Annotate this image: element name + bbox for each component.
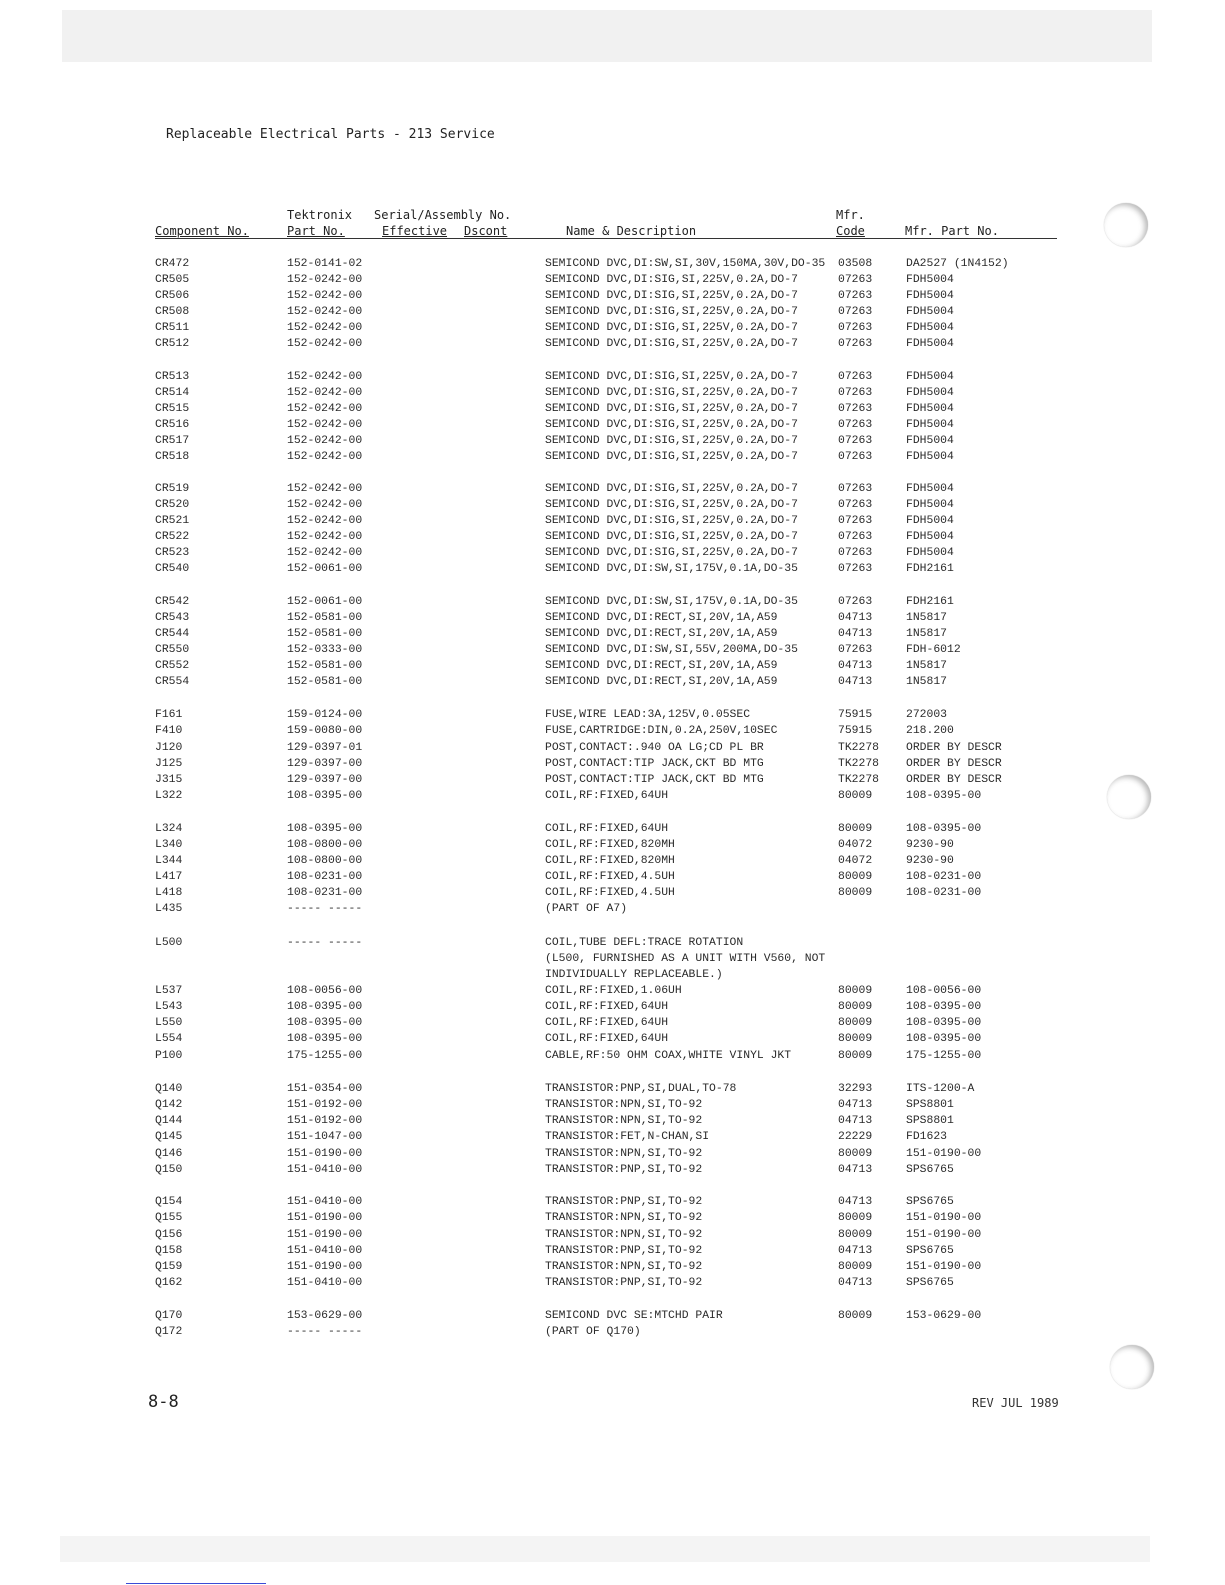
component-no-cell: L435: [155, 903, 183, 915]
mfr-code-cell: 80009: [838, 823, 873, 835]
part-no-cell: 151-0354-00: [287, 1083, 363, 1095]
mfr-code-cell: 04713: [838, 612, 873, 624]
part-no-cell: ----- -----: [287, 1326, 363, 1338]
part-no-cell: 152-0242-00: [287, 547, 363, 559]
description-cell: TRANSISTOR:PNP,SI,TO-92: [545, 1196, 703, 1208]
mfr-code-cell: 04072: [838, 855, 873, 867]
part-no-cell: 108-0231-00: [287, 887, 363, 899]
description-cell: SEMICOND DVC,DI:SW,SI,175V,0.1A,DO-35: [545, 563, 798, 575]
part-no-cell: 152-0242-00: [287, 515, 363, 527]
description-cell: SEMICOND DVC,DI:SW,SI,55V,200MA,DO-35: [545, 644, 798, 656]
part-no-cell: 151-0410-00: [287, 1196, 363, 1208]
component-no-cell: CR512: [155, 338, 190, 350]
description-cell: SEMICOND DVC,DI:SIG,SI,225V,0.2A,DO-7: [545, 387, 798, 399]
part-no-cell: 151-0190-00: [287, 1148, 363, 1160]
mfr-part-no-cell: FDH5004: [906, 515, 954, 527]
part-no-cell: 129-0397-01: [287, 742, 363, 754]
page-title: Replaceable Electrical Parts - 213 Service: [166, 127, 495, 142]
mfr-code-cell: 80009: [838, 1148, 873, 1160]
tektronix-header: Tektronix: [287, 208, 353, 222]
component-no-cell: Q142: [155, 1099, 183, 1111]
part-no-cell: 152-0242-00: [287, 419, 363, 431]
part-no-cell: 152-0242-00: [287, 531, 363, 543]
mfr-code-cell: 07263: [838, 515, 873, 527]
component-no-cell: L417: [155, 871, 183, 883]
component-no-cell: CR550: [155, 644, 190, 656]
serial-assembly-header: Serial/Assembly No.: [374, 208, 512, 222]
mfr-part-no-cell: FDH5004: [906, 483, 954, 495]
component-no-cell: CR552: [155, 660, 190, 672]
component-no-cell: CR514: [155, 387, 190, 399]
description-cell: SEMICOND DVC,DI:SIG,SI,225V,0.2A,DO-7: [545, 322, 798, 334]
component-no-cell: L324: [155, 823, 183, 835]
component-no-cell: P100: [155, 1050, 183, 1062]
mfr-part-no-cell: FDH5004: [906, 531, 954, 543]
description-cell: TRANSISTOR:PNP,SI,TO-92: [545, 1277, 703, 1289]
part-no-cell: 152-0242-00: [287, 387, 363, 399]
mfr-part-no-header: Mfr. Part No.: [905, 224, 999, 238]
part-no-cell: 152-0581-00: [287, 612, 363, 624]
part-no-cell: 152-0061-00: [287, 596, 363, 608]
component-no-cell: L554: [155, 1033, 183, 1045]
part-no-cell: 152-0141-02: [287, 258, 363, 270]
component-no-cell: L537: [155, 985, 183, 997]
part-no-cell: 108-0056-00: [287, 985, 363, 997]
mfr-code-cell: 80009: [838, 1212, 873, 1224]
mfr-part-no-cell: FDH5004: [906, 419, 954, 431]
description-cell: SEMICOND DVC,DI:SIG,SI,225V,0.2A,DO-7: [545, 419, 798, 431]
component-no-cell: Q156: [155, 1229, 183, 1241]
mfr-part-no-cell: ORDER BY DESCR: [906, 758, 1002, 770]
description-cell: SEMICOND DVC,DI:SIG,SI,225V,0.2A,DO-7: [545, 483, 798, 495]
description-cell: SEMICOND DVC,DI:SIG,SI,225V,0.2A,DO-7: [545, 371, 798, 383]
binder-hole-top: [1104, 203, 1148, 247]
part-no-cell: 151-0192-00: [287, 1099, 363, 1111]
component-no-cell: CR522: [155, 531, 190, 543]
component-no-cell: L418: [155, 887, 183, 899]
component-no-cell: F161: [155, 709, 183, 721]
mfr-code-cell: 80009: [838, 1001, 873, 1013]
part-no-cell: 152-0242-00: [287, 322, 363, 334]
description-cell: SEMICOND DVC,DI:SW,SI,175V,0.1A,DO-35: [545, 596, 798, 608]
part-no-cell: 151-1047-00: [287, 1131, 363, 1143]
description-cell: COIL,RF:FIXED,64UH: [545, 1001, 669, 1013]
component-no-cell: Q145: [155, 1131, 183, 1143]
description-cell: POST,CONTACT:TIP JACK,CKT BD MTG: [545, 774, 764, 786]
description-cell: TRANSISTOR:FET,N-CHAN,SI: [545, 1131, 710, 1143]
component-no-cell: CR520: [155, 499, 190, 511]
component-no-cell: CR511: [155, 322, 190, 334]
mfr-code-cell: 04713: [838, 1277, 873, 1289]
component-no-cell: Q172: [155, 1326, 183, 1338]
part-no-cell: 151-0190-00: [287, 1261, 363, 1273]
part-no-cell: ----- -----: [287, 903, 363, 915]
description-cell: TRANSISTOR:PNP,SI,DUAL,TO-78: [545, 1083, 737, 1095]
mfr-part-no-cell: 108-0395-00: [906, 1001, 982, 1013]
mfr-part-no-cell: 151-0190-00: [906, 1261, 982, 1273]
component-no-cell: L550: [155, 1017, 183, 1029]
part-no-cell: 151-0410-00: [287, 1164, 363, 1176]
mfr-code-cell: 07263: [838, 483, 873, 495]
mfr-code-cell: TK2278: [838, 758, 880, 770]
description-cell: SEMICOND DVC,DI:SIG,SI,225V,0.2A,DO-7: [545, 306, 798, 318]
component-no-cell: L344: [155, 855, 183, 867]
component-no-cell: Q146: [155, 1148, 183, 1160]
mfr-part-no-cell: FDH5004: [906, 547, 954, 559]
part-no-header: Part No.: [287, 224, 345, 238]
component-no-cell: Q144: [155, 1115, 183, 1127]
description-cell: COIL,RF:FIXED,4.5UH: [545, 887, 675, 899]
mfr-code-cell: 07263: [838, 499, 873, 511]
part-no-cell: 152-0242-00: [287, 403, 363, 415]
description-cell: TRANSISTOR:NPN,SI,TO-92: [545, 1099, 703, 1111]
component-no-cell: CR540: [155, 563, 190, 575]
mfr-code-cell: 07263: [838, 387, 873, 399]
mfr-code-cell: 07263: [838, 322, 873, 334]
description-cell: TRANSISTOR:NPN,SI,TO-92: [545, 1212, 703, 1224]
part-no-cell: 152-0242-00: [287, 306, 363, 318]
mfr-code-cell: 07263: [838, 531, 873, 543]
scan-bottom-band: [60, 1536, 1150, 1562]
description-cell: POST,CONTACT:.940 OA LG;CD PL BR: [545, 742, 764, 754]
mfr-part-no-cell: 108-0395-00: [906, 1033, 982, 1045]
mfr-code-cell: 07263: [838, 451, 873, 463]
description-cell: SEMICOND DVC,DI:SIG,SI,225V,0.2A,DO-7: [545, 290, 798, 302]
mfr-part-no-cell: SPS6765: [906, 1164, 954, 1176]
mfr-code-cell: 07263: [838, 338, 873, 350]
mfr-code-cell: 04713: [838, 676, 873, 688]
description-cell: SEMICOND DVC,DI:SIG,SI,225V,0.2A,DO-7: [545, 403, 798, 415]
mfr-code-cell: 04713: [838, 1196, 873, 1208]
description-cell: (PART OF Q170): [545, 1326, 641, 1338]
component-no-cell: CR472: [155, 258, 190, 270]
part-no-cell: 152-0242-00: [287, 338, 363, 350]
mfr-part-no-cell: FDH2161: [906, 596, 954, 608]
mfr-code-cell: 75915: [838, 725, 873, 737]
revision-date: REV JUL 1989: [972, 1396, 1059, 1410]
mfr-part-no-cell: 108-0395-00: [906, 790, 982, 802]
component-no-cell: J315: [155, 774, 183, 786]
part-no-cell: 152-0242-00: [287, 451, 363, 463]
name-description-header: Name & Description: [566, 224, 697, 238]
description-cell: COIL,RF:FIXED,64UH: [545, 790, 669, 802]
mfr-part-no-cell: FDH5004: [906, 371, 954, 383]
mfr-code-cell: 04713: [838, 1164, 873, 1176]
mfr-part-no-cell: 9230-90: [906, 839, 954, 851]
binder-hole-bottom: [1110, 1345, 1154, 1389]
description-cell: SEMICOND DVC,DI:SIG,SI,225V,0.2A,DO-7: [545, 531, 798, 543]
mfr-part-no-cell: 108-0056-00: [906, 985, 982, 997]
component-no-cell: Q140: [155, 1083, 183, 1095]
component-no-cell: L340: [155, 839, 183, 851]
component-no-cell: CR513: [155, 371, 190, 383]
description-cell: TRANSISTOR:PNP,SI,TO-92: [545, 1245, 703, 1257]
mfr-code-cell: 75915: [838, 709, 873, 721]
component-no-cell: CR523: [155, 547, 190, 559]
effective-header: Effective: [382, 224, 448, 238]
mfr-code-cell: 80009: [838, 790, 873, 802]
mfr-code-cell: 80009: [838, 1229, 873, 1241]
description-cell: SEMICOND DVC,DI:SW,SI,30V,150MA,30V,DO-35: [545, 258, 826, 270]
description-cell: (L500, FURNISHED AS A UNIT WITH V560, NOT: [545, 953, 826, 965]
part-no-cell: 152-0333-00: [287, 644, 363, 656]
component-no-cell: J120: [155, 742, 183, 754]
description-cell: FUSE,WIRE LEAD:3A,125V,0.05SEC: [545, 709, 751, 721]
component-no-cell: Q155: [155, 1212, 183, 1224]
description-cell: TRANSISTOR:NPN,SI,TO-92: [545, 1115, 703, 1127]
mfr-code-cell: TK2278: [838, 774, 880, 786]
part-no-cell: 151-0190-00: [287, 1212, 363, 1224]
mfr-code-cell: 04713: [838, 1099, 873, 1111]
component-no-cell: CR508: [155, 306, 190, 318]
scan-top-band: [62, 10, 1152, 62]
component-no-cell: CR517: [155, 435, 190, 447]
description-cell: TRANSISTOR:PNP,SI,TO-92: [545, 1164, 703, 1176]
part-no-cell: 108-0395-00: [287, 823, 363, 835]
mfr-part-no-cell: FD1623: [906, 1131, 948, 1143]
component-no-cell: CR544: [155, 628, 190, 640]
description-cell: TRANSISTOR:NPN,SI,TO-92: [545, 1261, 703, 1273]
mfr-part-no-cell: SPS6765: [906, 1277, 954, 1289]
mfr-part-no-cell: SPS6765: [906, 1245, 954, 1257]
mfr-part-no-cell: FDH5004: [906, 338, 954, 350]
part-no-cell: 152-0581-00: [287, 660, 363, 672]
component-no-cell: CR505: [155, 274, 190, 286]
mfr-code-cell: 07263: [838, 596, 873, 608]
mfr-code-cell: 04713: [838, 1115, 873, 1127]
part-no-cell: ----- -----: [287, 937, 363, 949]
component-no-cell: CR518: [155, 451, 190, 463]
mfr-code-cell: 03508: [838, 258, 873, 270]
part-no-cell: 151-0190-00: [287, 1229, 363, 1241]
mfr-part-no-cell: 153-0629-00: [906, 1310, 982, 1322]
description-cell: SEMICOND DVC,DI:SIG,SI,225V,0.2A,DO-7: [545, 435, 798, 447]
description-cell: CABLE,RF:50 OHM COAX,WHITE VINYL JKT: [545, 1050, 792, 1062]
mfr-code-cell: 80009: [838, 1050, 873, 1062]
mfr-code-cell: 80009: [838, 1310, 873, 1322]
mfr-part-no-cell: FDH5004: [906, 306, 954, 318]
part-no-cell: 153-0629-00: [287, 1310, 363, 1322]
part-no-cell: 108-0231-00: [287, 871, 363, 883]
part-no-cell: 108-0395-00: [287, 790, 363, 802]
mfr-code-cell: 07263: [838, 306, 873, 318]
part-no-cell: 151-0192-00: [287, 1115, 363, 1127]
part-no-cell: 151-0410-00: [287, 1245, 363, 1257]
mfr-code-cell: 07263: [838, 547, 873, 559]
part-no-cell: 152-0242-00: [287, 435, 363, 447]
mfr-code-cell: 80009: [838, 1017, 873, 1029]
part-no-cell: 152-0242-00: [287, 483, 363, 495]
mfr-part-no-cell: 108-0231-00: [906, 871, 982, 883]
mfr-code-cell: 07263: [838, 371, 873, 383]
description-cell: FUSE,CARTRIDGE:DIN,0.2A,250V,10SEC: [545, 725, 778, 737]
mfr-part-no-cell: SPS8801: [906, 1099, 954, 1111]
description-cell: COIL,RF:FIXED,1.06UH: [545, 985, 682, 997]
component-no-cell: L500: [155, 937, 183, 949]
component-no-cell: CR506: [155, 290, 190, 302]
part-no-cell: 159-0124-00: [287, 709, 363, 721]
description-cell: POST,CONTACT:TIP JACK,CKT BD MTG: [545, 758, 764, 770]
description-cell: COIL,RF:FIXED,64UH: [545, 1017, 669, 1029]
mfr-part-no-cell: FDH5004: [906, 387, 954, 399]
mfr-code-cell: 80009: [838, 985, 873, 997]
mfr-code-cell: 22229: [838, 1131, 873, 1143]
mfr-code-cell: 04713: [838, 1245, 873, 1257]
component-no-cell: Q159: [155, 1261, 183, 1273]
part-no-cell: 152-0242-00: [287, 290, 363, 302]
component-no-cell: CR554: [155, 676, 190, 688]
mfr-part-no-cell: ORDER BY DESCR: [906, 774, 1002, 786]
mfr-part-no-cell: ITS-1200-A: [906, 1083, 975, 1095]
scan-bottom-line: [126, 1583, 266, 1584]
description-cell: INDIVIDUALLY REPLACEABLE.): [545, 969, 723, 981]
component-no-cell: CR515: [155, 403, 190, 415]
mfr-code-cell: 04713: [838, 660, 873, 672]
description-cell: SEMICOND DVC,DI:RECT,SI,20V,1A,A59: [545, 660, 778, 672]
page-number: 8-8: [148, 1392, 179, 1412]
description-cell: SEMICOND DVC,DI:SIG,SI,225V,0.2A,DO-7: [545, 338, 798, 350]
mfr-part-no-cell: 108-0395-00: [906, 823, 982, 835]
mfr-header: Mfr.: [836, 208, 865, 222]
mfr-code-cell: 80009: [838, 887, 873, 899]
part-no-cell: 108-0395-00: [287, 1001, 363, 1013]
description-cell: COIL,RF:FIXED,820MH: [545, 839, 675, 851]
part-no-cell: 151-0410-00: [287, 1277, 363, 1289]
mfr-part-no-cell: 1N5817: [906, 612, 948, 624]
mfr-part-no-cell: 1N5817: [906, 660, 948, 672]
component-no-cell: J125: [155, 758, 183, 770]
part-no-cell: 152-0581-00: [287, 676, 363, 688]
mfr-code-cell: 04713: [838, 628, 873, 640]
mfr-code-cell: 07263: [838, 403, 873, 415]
mfr-part-no-cell: FDH2161: [906, 563, 954, 575]
header-rule: [155, 238, 1057, 239]
part-no-cell: 108-0800-00: [287, 839, 363, 851]
mfr-part-no-cell: FDH5004: [906, 322, 954, 334]
component-no-cell: Q150: [155, 1164, 183, 1176]
mfr-code-cell: TK2278: [838, 742, 880, 754]
mfr-part-no-cell: 1N5817: [906, 676, 948, 688]
description-cell: COIL,RF:FIXED,4.5UH: [545, 871, 675, 883]
part-no-cell: 108-0395-00: [287, 1017, 363, 1029]
part-no-cell: 159-0080-00: [287, 725, 363, 737]
mfr-code-cell: 07263: [838, 419, 873, 431]
description-cell: SEMICOND DVC,DI:RECT,SI,20V,1A,A59: [545, 628, 778, 640]
mfr-part-no-cell: 151-0190-00: [906, 1229, 982, 1241]
mfr-code-cell: 07263: [838, 644, 873, 656]
component-no-cell: Q170: [155, 1310, 183, 1322]
description-cell: COIL,RF:FIXED,64UH: [545, 1033, 669, 1045]
description-cell: TRANSISTOR:NPN,SI,TO-92: [545, 1148, 703, 1160]
mfr-part-no-cell: 272003: [906, 709, 948, 721]
description-cell: SEMICOND DVC SE:MTCHD PAIR: [545, 1310, 723, 1322]
description-cell: SEMICOND DVC,DI:SIG,SI,225V,0.2A,DO-7: [545, 451, 798, 463]
mfr-part-no-cell: FDH5004: [906, 435, 954, 447]
component-no-header: Component No.: [155, 224, 249, 238]
part-no-cell: 152-0242-00: [287, 371, 363, 383]
component-no-cell: CR521: [155, 515, 190, 527]
component-no-cell: F410: [155, 725, 183, 737]
mfr-part-no-cell: 108-0231-00: [906, 887, 982, 899]
mfr-part-no-cell: DA2527 (1N4152): [906, 258, 1009, 270]
description-cell: COIL,RF:FIXED,64UH: [545, 823, 669, 835]
part-no-cell: 152-0061-00: [287, 563, 363, 575]
component-no-cell: CR519: [155, 483, 190, 495]
dscont-header: Dscont: [464, 224, 508, 238]
description-cell: COIL,RF:FIXED,820MH: [545, 855, 675, 867]
mfr-code-cell: 07263: [838, 563, 873, 575]
mfr-part-no-cell: FDH5004: [906, 499, 954, 511]
mfr-part-no-cell: 108-0395-00: [906, 1017, 982, 1029]
component-no-cell: Q162: [155, 1277, 183, 1289]
component-no-cell: CR543: [155, 612, 190, 624]
description-cell: TRANSISTOR:NPN,SI,TO-92: [545, 1229, 703, 1241]
binder-hole-middle: [1107, 775, 1151, 819]
part-no-cell: 152-0242-00: [287, 274, 363, 286]
mfr-part-no-cell: 9230-90: [906, 855, 954, 867]
mfr-part-no-cell: FDH5004: [906, 274, 954, 286]
mfr-code-cell: 32293: [838, 1083, 873, 1095]
part-no-cell: 175-1255-00: [287, 1050, 363, 1062]
mfr-code-cell: 07263: [838, 435, 873, 447]
mfr-part-no-cell: SPS6765: [906, 1196, 954, 1208]
mfr-part-no-cell: 1N5817: [906, 628, 948, 640]
mfr-part-no-cell: 218.200: [906, 725, 954, 737]
description-cell: SEMICOND DVC,DI:SIG,SI,225V,0.2A,DO-7: [545, 274, 798, 286]
component-no-cell: L322: [155, 790, 183, 802]
component-no-cell: CR542: [155, 596, 190, 608]
mfr-code-cell: 80009: [838, 871, 873, 883]
description-cell: SEMICOND DVC,DI:SIG,SI,225V,0.2A,DO-7: [545, 515, 798, 527]
description-cell: SEMICOND DVC,DI:SIG,SI,225V,0.2A,DO-7: [545, 499, 798, 511]
mfr-code-cell: 80009: [838, 1033, 873, 1045]
description-cell: SEMICOND DVC,DI:RECT,SI,20V,1A,A59: [545, 612, 778, 624]
mfr-code-cell: 80009: [838, 1261, 873, 1273]
part-no-cell: 108-0395-00: [287, 1033, 363, 1045]
component-no-cell: Q158: [155, 1245, 183, 1257]
part-no-cell: 152-0581-00: [287, 628, 363, 640]
mfr-part-no-cell: SPS8801: [906, 1115, 954, 1127]
mfr-code-cell: 07263: [838, 290, 873, 302]
description-cell: SEMICOND DVC,DI:RECT,SI,20V,1A,A59: [545, 676, 778, 688]
mfr-code-cell: 04072: [838, 839, 873, 851]
mfr-part-no-cell: 151-0190-00: [906, 1212, 982, 1224]
component-no-cell: L543: [155, 1001, 183, 1013]
mfr-part-no-cell: 151-0190-00: [906, 1148, 982, 1160]
part-no-cell: 129-0397-00: [287, 774, 363, 786]
mfr-part-no-cell: FDH5004: [906, 290, 954, 302]
part-no-cell: 152-0242-00: [287, 499, 363, 511]
part-no-cell: 129-0397-00: [287, 758, 363, 770]
mfr-part-no-cell: FDH5004: [906, 451, 954, 463]
component-no-cell: Q154: [155, 1196, 183, 1208]
description-cell: COIL,TUBE DEFL:TRACE ROTATION: [545, 937, 744, 949]
mfr-part-no-cell: FDH-6012: [906, 644, 961, 656]
description-cell: (PART OF A7): [545, 903, 628, 915]
mfr-part-no-cell: ORDER BY DESCR: [906, 742, 1002, 754]
code-header: Code: [836, 224, 865, 238]
mfr-code-cell: 07263: [838, 274, 873, 286]
part-no-cell: 108-0800-00: [287, 855, 363, 867]
mfr-part-no-cell: 175-1255-00: [906, 1050, 982, 1062]
description-cell: SEMICOND DVC,DI:SIG,SI,225V,0.2A,DO-7: [545, 547, 798, 559]
component-no-cell: CR516: [155, 419, 190, 431]
mfr-part-no-cell: FDH5004: [906, 403, 954, 415]
